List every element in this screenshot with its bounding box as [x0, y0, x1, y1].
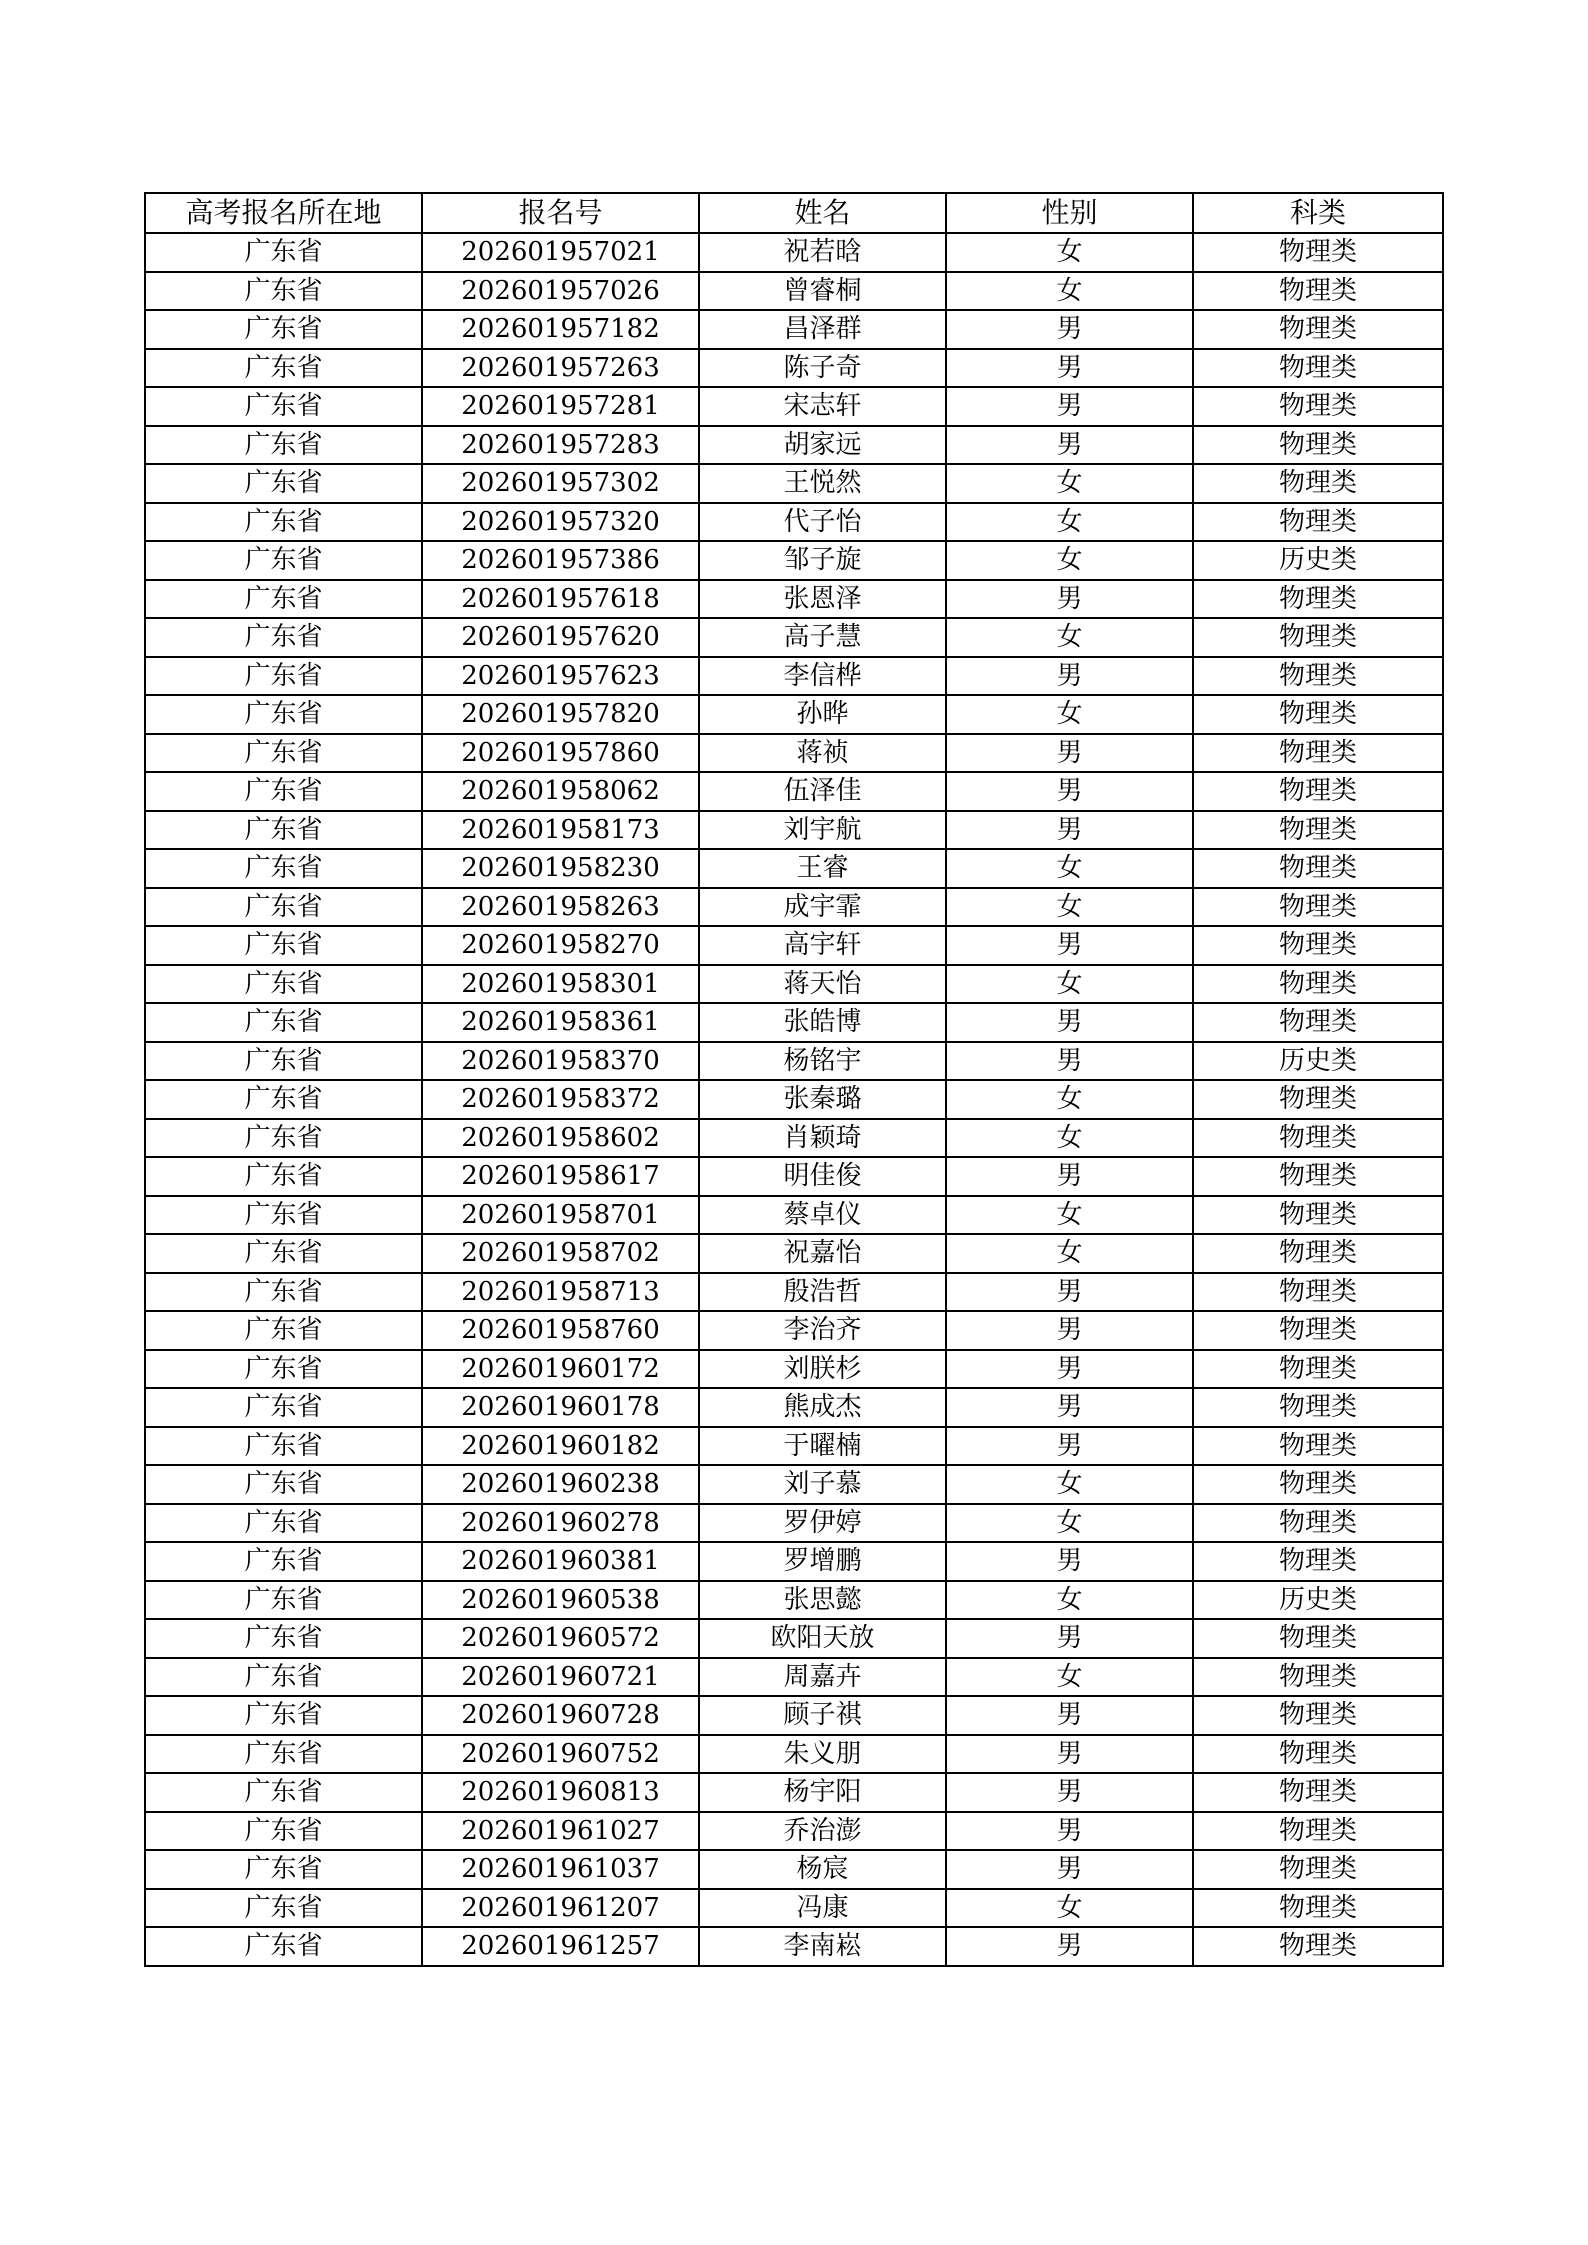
- name-cell: 蔡卓仪: [699, 1196, 946, 1235]
- registration-number-cell: 202601960182: [422, 1427, 699, 1466]
- gender-cell: 男: [946, 1619, 1193, 1658]
- name-cell: 蒋祯: [699, 734, 946, 773]
- category-cell: 物理类: [1193, 965, 1443, 1004]
- location-cell: 广东省: [145, 618, 422, 657]
- table-row: [145, 811, 1443, 850]
- registration-table: [144, 192, 1444, 1967]
- gender-cell: 女: [946, 1196, 1193, 1235]
- gender-cell: 女: [946, 1889, 1193, 1928]
- name-cell: 成宇霏: [699, 888, 946, 927]
- location-cell: 广东省: [145, 811, 422, 850]
- location-cell: 广东省: [145, 1619, 422, 1658]
- gender-cell: 男: [946, 1812, 1193, 1851]
- name-cell: 曾睿桐: [699, 272, 946, 311]
- table-row: [145, 734, 1443, 773]
- name-cell: 刘朕杉: [699, 1350, 946, 1389]
- table-row: [145, 1581, 1443, 1620]
- category-cell: 物理类: [1193, 1234, 1443, 1273]
- category-cell: 物理类: [1193, 387, 1443, 426]
- category-cell: 物理类: [1193, 849, 1443, 888]
- registration-number-cell: 202601960572: [422, 1619, 699, 1658]
- location-cell: 广东省: [145, 1504, 422, 1543]
- name-cell: 宋志轩: [699, 387, 946, 426]
- name-cell: 张秦璐: [699, 1080, 946, 1119]
- registration-number-cell: 202601957182: [422, 310, 699, 349]
- table-row: [145, 1388, 1443, 1427]
- gender-cell: 男: [946, 1273, 1193, 1312]
- location-cell: 广东省: [145, 1465, 422, 1504]
- gender-cell: 女: [946, 1234, 1193, 1273]
- name-cell: 邹子旋: [699, 541, 946, 580]
- table-row: [145, 1465, 1443, 1504]
- registration-number-cell: 202601958370: [422, 1042, 699, 1081]
- location-cell: 广东省: [145, 1157, 422, 1196]
- registration-number-cell: 202601958602: [422, 1119, 699, 1158]
- gender-cell: 男: [946, 1388, 1193, 1427]
- registration-number-cell: 202601960752: [422, 1735, 699, 1774]
- location-cell: 广东省: [145, 580, 422, 619]
- location-cell: 广东省: [145, 965, 422, 1004]
- location-cell: 广东省: [145, 1350, 422, 1389]
- registration-number-cell: 202601958263: [422, 888, 699, 927]
- registration-number-cell: 202601957860: [422, 734, 699, 773]
- header-name: 姓名: [699, 193, 946, 233]
- location-cell: 广东省: [145, 387, 422, 426]
- category-cell: 物理类: [1193, 1273, 1443, 1312]
- gender-cell: 男: [946, 1350, 1193, 1389]
- table-row: [145, 1812, 1443, 1851]
- registration-number-cell: 202601957263: [422, 349, 699, 388]
- table-row: [145, 1927, 1443, 1966]
- name-cell: 周嘉卉: [699, 1658, 946, 1697]
- registration-number-cell: 202601958062: [422, 772, 699, 811]
- name-cell: 冯康: [699, 1889, 946, 1928]
- name-cell: 胡家远: [699, 426, 946, 465]
- category-cell: 物理类: [1193, 503, 1443, 542]
- name-cell: 王睿: [699, 849, 946, 888]
- registration-number-cell: 202601960381: [422, 1542, 699, 1581]
- name-cell: 高子慧: [699, 618, 946, 657]
- gender-cell: 男: [946, 657, 1193, 696]
- header-location: 高考报名所在地: [145, 193, 422, 233]
- table-row: [145, 349, 1443, 388]
- name-cell: 代子怡: [699, 503, 946, 542]
- category-cell: 物理类: [1193, 811, 1443, 850]
- name-cell: 肖颖琦: [699, 1119, 946, 1158]
- table-row: [145, 1311, 1443, 1350]
- name-cell: 杨铭宇: [699, 1042, 946, 1081]
- table-row: [145, 1773, 1443, 1812]
- table-row: [145, 1234, 1443, 1273]
- location-cell: 广东省: [145, 657, 422, 696]
- gender-cell: 男: [946, 349, 1193, 388]
- registration-number-cell: 202601958713: [422, 1273, 699, 1312]
- registration-number-cell: 202601958617: [422, 1157, 699, 1196]
- gender-cell: 女: [946, 849, 1193, 888]
- registration-number-cell: 202601960721: [422, 1658, 699, 1697]
- table-row: [145, 1273, 1443, 1312]
- category-cell: 物理类: [1193, 1542, 1443, 1581]
- category-cell: 历史类: [1193, 541, 1443, 580]
- name-cell: 陈子奇: [699, 349, 946, 388]
- table-row: [145, 1504, 1443, 1543]
- category-cell: 物理类: [1193, 657, 1443, 696]
- location-cell: 广东省: [145, 1889, 422, 1928]
- registration-number-cell: 202601958372: [422, 1080, 699, 1119]
- location-cell: 广东省: [145, 926, 422, 965]
- table-row: [145, 1850, 1443, 1889]
- location-cell: 广东省: [145, 541, 422, 580]
- gender-cell: 女: [946, 1581, 1193, 1620]
- gender-cell: 女: [946, 233, 1193, 272]
- name-cell: 顾子祺: [699, 1696, 946, 1735]
- table-row: [145, 657, 1443, 696]
- category-cell: 物理类: [1193, 1504, 1443, 1543]
- category-cell: 物理类: [1193, 1696, 1443, 1735]
- table-row: [145, 272, 1443, 311]
- category-cell: 物理类: [1193, 464, 1443, 503]
- gender-cell: 男: [946, 1311, 1193, 1350]
- name-cell: 熊成杰: [699, 1388, 946, 1427]
- location-cell: 广东省: [145, 772, 422, 811]
- table-row: [145, 1119, 1443, 1158]
- name-cell: 张皓博: [699, 1003, 946, 1042]
- registration-number-cell: 202601961207: [422, 1889, 699, 1928]
- gender-cell: 女: [946, 503, 1193, 542]
- category-cell: 物理类: [1193, 1388, 1443, 1427]
- category-cell: 物理类: [1193, 1157, 1443, 1196]
- location-cell: 广东省: [145, 1042, 422, 1081]
- location-cell: 广东省: [145, 1427, 422, 1466]
- gender-cell: 男: [946, 1773, 1193, 1812]
- gender-cell: 男: [946, 426, 1193, 465]
- gender-cell: 男: [946, 1735, 1193, 1774]
- category-cell: 物理类: [1193, 1773, 1443, 1812]
- name-cell: 祝若晗: [699, 233, 946, 272]
- location-cell: 广东省: [145, 272, 422, 311]
- location-cell: 广东省: [145, 233, 422, 272]
- category-cell: 物理类: [1193, 1658, 1443, 1697]
- category-cell: 物理类: [1193, 1735, 1443, 1774]
- registration-number-cell: 202601961027: [422, 1812, 699, 1851]
- registration-number-cell: 202601958701: [422, 1196, 699, 1235]
- registration-number-cell: 202601957618: [422, 580, 699, 619]
- header-gender: 性别: [946, 193, 1193, 233]
- gender-cell: 男: [946, 926, 1193, 965]
- gender-cell: 女: [946, 272, 1193, 311]
- category-cell: 物理类: [1193, 734, 1443, 773]
- registration-number-cell: 202601957386: [422, 541, 699, 580]
- gender-cell: 男: [946, 772, 1193, 811]
- header-subject-category: 科类: [1193, 193, 1443, 233]
- location-cell: 广东省: [145, 1735, 422, 1774]
- table-row: [145, 1542, 1443, 1581]
- location-cell: 广东省: [145, 349, 422, 388]
- gender-cell: 女: [946, 1504, 1193, 1543]
- location-cell: 广东省: [145, 1388, 422, 1427]
- registration-number-cell: 202601957281: [422, 387, 699, 426]
- category-cell: 物理类: [1193, 1465, 1443, 1504]
- gender-cell: 男: [946, 1157, 1193, 1196]
- table-row: [145, 503, 1443, 542]
- category-cell: 物理类: [1193, 1119, 1443, 1158]
- category-cell: 物理类: [1193, 888, 1443, 927]
- name-cell: 杨宸: [699, 1850, 946, 1889]
- gender-cell: 男: [946, 1696, 1193, 1735]
- registration-number-cell: 202601961037: [422, 1850, 699, 1889]
- location-cell: 广东省: [145, 310, 422, 349]
- table-row: [145, 888, 1443, 927]
- registration-number-cell: 202601960178: [422, 1388, 699, 1427]
- category-cell: 物理类: [1193, 1850, 1443, 1889]
- gender-cell: 女: [946, 1465, 1193, 1504]
- table-row: [145, 1735, 1443, 1774]
- location-cell: 广东省: [145, 464, 422, 503]
- table-row: [145, 464, 1443, 503]
- category-cell: 物理类: [1193, 233, 1443, 272]
- category-cell: 物理类: [1193, 695, 1443, 734]
- location-cell: 广东省: [145, 1273, 422, 1312]
- registration-number-cell: 202601958270: [422, 926, 699, 965]
- location-cell: 广东省: [145, 1658, 422, 1697]
- gender-cell: 男: [946, 1427, 1193, 1466]
- location-cell: 广东省: [145, 1311, 422, 1350]
- registration-number-cell: 202601957320: [422, 503, 699, 542]
- gender-cell: 女: [946, 541, 1193, 580]
- registration-number-cell: 202601960813: [422, 1773, 699, 1812]
- name-cell: 于曜楠: [699, 1427, 946, 1466]
- table-row: [145, 580, 1443, 619]
- location-cell: 广东省: [145, 1581, 422, 1620]
- name-cell: 明佳俊: [699, 1157, 946, 1196]
- gender-cell: 女: [946, 618, 1193, 657]
- registration-number-cell: 202601960538: [422, 1581, 699, 1620]
- name-cell: 殷浩哲: [699, 1273, 946, 1312]
- category-cell: 物理类: [1193, 349, 1443, 388]
- category-cell: 物理类: [1193, 618, 1443, 657]
- registration-number-cell: 202601957623: [422, 657, 699, 696]
- name-cell: 杨宇阳: [699, 1773, 946, 1812]
- gender-cell: 女: [946, 695, 1193, 734]
- location-cell: 广东省: [145, 1080, 422, 1119]
- table-row: [145, 1350, 1443, 1389]
- gender-cell: 男: [946, 734, 1193, 773]
- gender-cell: 男: [946, 580, 1193, 619]
- gender-cell: 女: [946, 888, 1193, 927]
- name-cell: 蒋天怡: [699, 965, 946, 1004]
- category-cell: 物理类: [1193, 772, 1443, 811]
- location-cell: 广东省: [145, 1927, 422, 1966]
- location-cell: 广东省: [145, 734, 422, 773]
- category-cell: 物理类: [1193, 1350, 1443, 1389]
- name-cell: 欧阳天放: [699, 1619, 946, 1658]
- table-row: [145, 426, 1443, 465]
- table-row: [145, 1196, 1443, 1235]
- table-row: [145, 618, 1443, 657]
- gender-cell: 男: [946, 1003, 1193, 1042]
- name-cell: 李治齐: [699, 1311, 946, 1350]
- category-cell: 物理类: [1193, 1927, 1443, 1966]
- name-cell: 张思懿: [699, 1581, 946, 1620]
- location-cell: 广东省: [145, 503, 422, 542]
- registration-number-cell: 202601957021: [422, 233, 699, 272]
- name-cell: 祝嘉怡: [699, 1234, 946, 1273]
- registration-number-cell: 202601958702: [422, 1234, 699, 1273]
- name-cell: 孙晔: [699, 695, 946, 734]
- location-cell: 广东省: [145, 1234, 422, 1273]
- name-cell: 伍泽佳: [699, 772, 946, 811]
- registration-number-cell: 202601957820: [422, 695, 699, 734]
- registration-number-cell: 202601958173: [422, 811, 699, 850]
- table-row: [145, 1427, 1443, 1466]
- category-cell: 物理类: [1193, 272, 1443, 311]
- name-cell: 朱义朋: [699, 1735, 946, 1774]
- category-cell: 物理类: [1193, 1080, 1443, 1119]
- name-cell: 高宇轩: [699, 926, 946, 965]
- location-cell: 广东省: [145, 1003, 422, 1042]
- registration-number-cell: 202601957620: [422, 618, 699, 657]
- header-row: [145, 193, 1443, 233]
- location-cell: 广东省: [145, 1850, 422, 1889]
- registration-number-cell: 202601960172: [422, 1350, 699, 1389]
- gender-cell: 女: [946, 1080, 1193, 1119]
- registration-number-cell: 202601958301: [422, 965, 699, 1004]
- location-cell: 广东省: [145, 1773, 422, 1812]
- name-cell: 罗增鹏: [699, 1542, 946, 1581]
- table-row: [145, 1889, 1443, 1928]
- gender-cell: 女: [946, 464, 1193, 503]
- name-cell: 张恩泽: [699, 580, 946, 619]
- gender-cell: 男: [946, 1042, 1193, 1081]
- gender-cell: 男: [946, 1927, 1193, 1966]
- name-cell: 刘子慕: [699, 1465, 946, 1504]
- category-cell: 物理类: [1193, 1196, 1443, 1235]
- name-cell: 罗伊婷: [699, 1504, 946, 1543]
- location-cell: 广东省: [145, 695, 422, 734]
- table-row: [145, 1042, 1443, 1081]
- gender-cell: 男: [946, 1850, 1193, 1889]
- category-cell: 历史类: [1193, 1042, 1443, 1081]
- name-cell: 李信桦: [699, 657, 946, 696]
- registration-number-cell: 202601957302: [422, 464, 699, 503]
- category-cell: 物理类: [1193, 1812, 1443, 1851]
- registration-number-cell: 202601960278: [422, 1504, 699, 1543]
- registration-number-cell: 202601957026: [422, 272, 699, 311]
- gender-cell: 男: [946, 811, 1193, 850]
- location-cell: 广东省: [145, 849, 422, 888]
- table-row: [145, 541, 1443, 580]
- category-cell: 历史类: [1193, 1581, 1443, 1620]
- table-row: [145, 1696, 1443, 1735]
- gender-cell: 女: [946, 1658, 1193, 1697]
- location-cell: 广东省: [145, 888, 422, 927]
- registration-number-cell: 202601958230: [422, 849, 699, 888]
- table-row: [145, 695, 1443, 734]
- category-cell: 物理类: [1193, 1003, 1443, 1042]
- category-cell: 物理类: [1193, 580, 1443, 619]
- table-row: [145, 965, 1443, 1004]
- table-row: [145, 387, 1443, 426]
- registration-number-cell: 202601958760: [422, 1311, 699, 1350]
- name-cell: 昌泽群: [699, 310, 946, 349]
- location-cell: 广东省: [145, 1542, 422, 1581]
- table-row: [145, 1080, 1443, 1119]
- table-row: [145, 1157, 1443, 1196]
- gender-cell: 男: [946, 1542, 1193, 1581]
- name-cell: 李南崧: [699, 1927, 946, 1966]
- gender-cell: 男: [946, 387, 1193, 426]
- table-row: [145, 1658, 1443, 1697]
- location-cell: 广东省: [145, 426, 422, 465]
- registration-number-cell: 202601960238: [422, 1465, 699, 1504]
- gender-cell: 男: [946, 310, 1193, 349]
- table-row: [145, 926, 1443, 965]
- table-row: [145, 233, 1443, 272]
- table-row: [145, 310, 1443, 349]
- category-cell: 物理类: [1193, 1427, 1443, 1466]
- registration-number-cell: 202601960728: [422, 1696, 699, 1735]
- table-row: [145, 772, 1443, 811]
- category-cell: 物理类: [1193, 1311, 1443, 1350]
- registration-number-cell: 202601957283: [422, 426, 699, 465]
- table-row: [145, 849, 1443, 888]
- name-cell: 刘宇航: [699, 811, 946, 850]
- name-cell: 王悦然: [699, 464, 946, 503]
- gender-cell: 女: [946, 1119, 1193, 1158]
- category-cell: 物理类: [1193, 1889, 1443, 1928]
- registration-number-cell: 202601958361: [422, 1003, 699, 1042]
- category-cell: 物理类: [1193, 426, 1443, 465]
- header-registration-number: 报名号: [422, 193, 699, 233]
- gender-cell: 女: [946, 965, 1193, 1004]
- location-cell: 广东省: [145, 1812, 422, 1851]
- location-cell: 广东省: [145, 1196, 422, 1235]
- table-row: [145, 1619, 1443, 1658]
- category-cell: 物理类: [1193, 310, 1443, 349]
- location-cell: 广东省: [145, 1119, 422, 1158]
- name-cell: 乔治澎: [699, 1812, 946, 1851]
- location-cell: 广东省: [145, 1696, 422, 1735]
- category-cell: 物理类: [1193, 1619, 1443, 1658]
- registration-number-cell: 202601961257: [422, 1927, 699, 1966]
- table-row: [145, 1003, 1443, 1042]
- category-cell: 物理类: [1193, 926, 1443, 965]
